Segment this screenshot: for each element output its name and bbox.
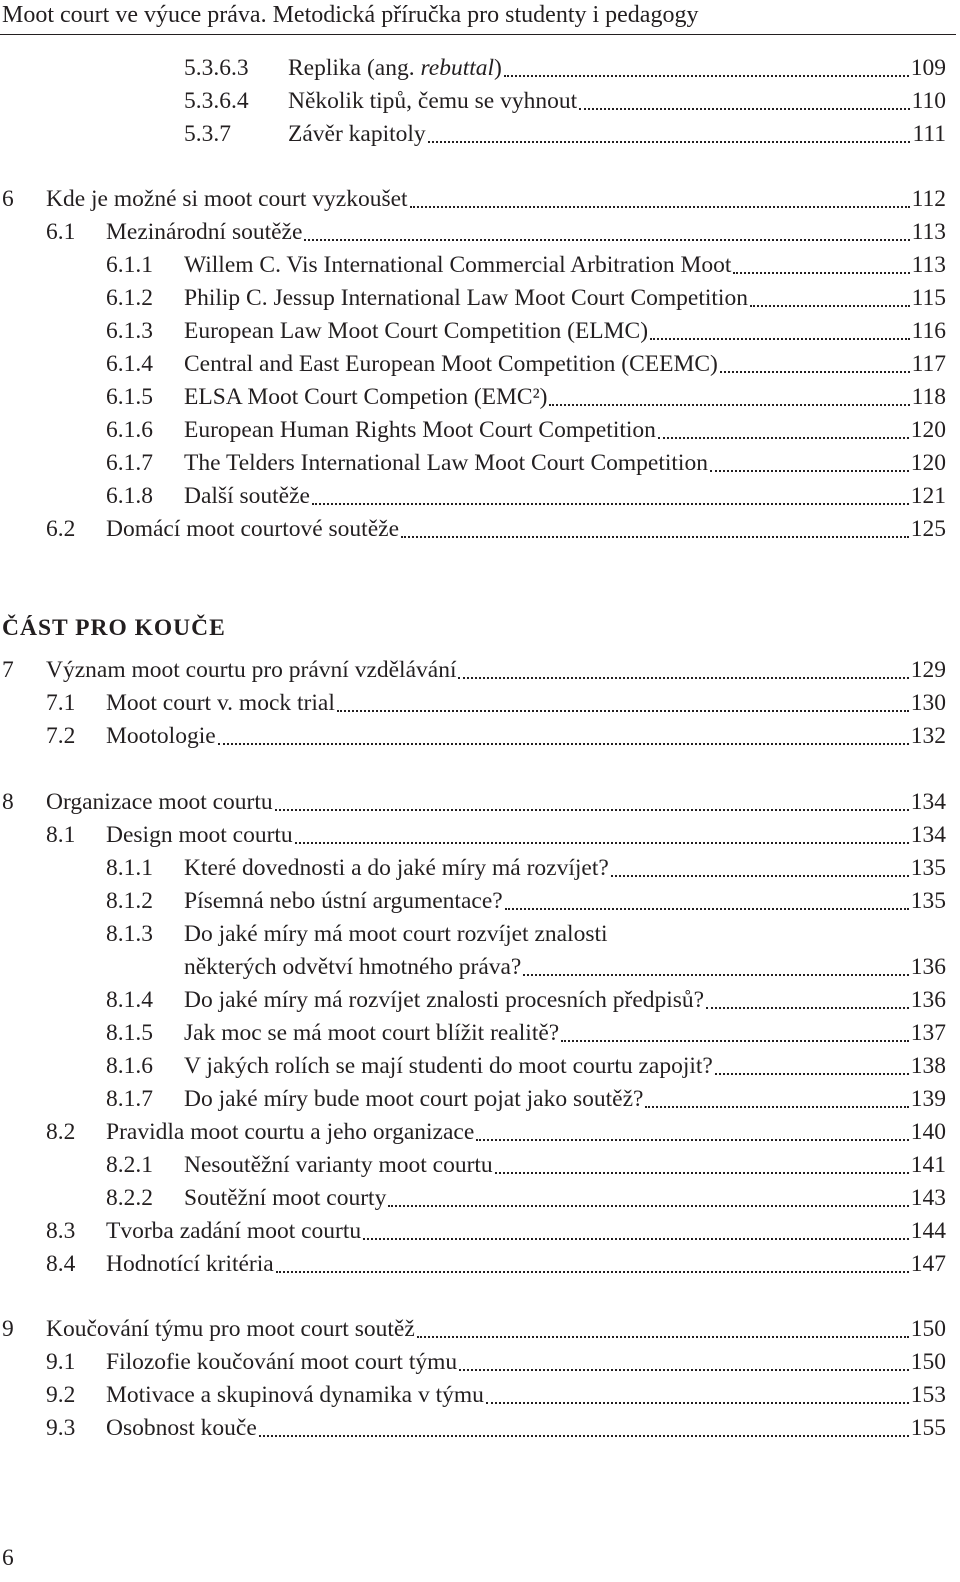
toc-entry[interactable] <box>46 1215 946 1248</box>
toc-entry-title: Kde je možné si moot court vyzkoušet <box>46 186 408 212</box>
toc-leader-dots <box>337 709 909 712</box>
toc-entry-page: 134 <box>910 822 946 848</box>
toc-entry-title: Philip C. Jessup International Law Moot Court Competition <box>184 285 748 311</box>
toc-leader-dots <box>561 1039 909 1042</box>
toc-entry-number: 6.1.6 <box>106 417 153 443</box>
toc-entry-number: 5.3.6.4 <box>184 88 249 114</box>
toc-leader-dots <box>363 1237 909 1240</box>
toc-entry-number: 8.1.6 <box>106 1053 153 1079</box>
toc-entry-title: Závěr kapitoly <box>288 121 426 147</box>
toc-entry-title: Tvorba zadání moot courtu <box>106 1218 362 1244</box>
toc-entry-number: 8.1.1 <box>106 855 153 881</box>
toc-entry-title-continued: některých odvětví hmotného práva? <box>184 954 522 980</box>
toc-entry-title: Pravidla moot courtu a jeho organizace <box>106 1119 475 1145</box>
toc-entry-title: Do jaké míry bude moot court pojat jako soutěž? <box>184 1086 644 1112</box>
toc-entry-title: ELSA Moot Court Competion (EMC²) <box>184 384 548 410</box>
toc-leader-dots <box>295 841 909 844</box>
toc-leader-dots <box>504 74 909 77</box>
toc-entry-page: 150 <box>910 1349 946 1375</box>
toc-leader-dots <box>720 370 910 373</box>
toc-leader-dots <box>275 808 909 811</box>
toc-entry[interactable] <box>106 1050 946 1083</box>
toc-leader-dots <box>645 1105 908 1108</box>
toc-entry[interactable] <box>46 1346 946 1379</box>
toc-entry-page: 140 <box>910 1119 946 1145</box>
toc-entry[interactable] <box>184 52 946 85</box>
toc-leader-dots <box>523 973 908 976</box>
toc-entry-number: 8.1 <box>46 822 76 848</box>
toc-entry-title: Organizace moot courtu <box>46 789 273 815</box>
toc-entry-title: Soutěžní moot courty <box>184 1185 387 1211</box>
toc-entry-number: 8 <box>2 789 14 815</box>
toc-entry[interactable] <box>106 480 946 513</box>
toc-leader-dots <box>304 238 909 241</box>
toc-entry[interactable] <box>46 1412 946 1445</box>
toc-entry-page: 136 <box>910 987 946 1013</box>
toc-entry-number: 6.1.8 <box>106 483 153 509</box>
toc-entry-number: 8.2 <box>46 1119 76 1145</box>
toc-entry-number: 9.1 <box>46 1349 76 1375</box>
toc-entry[interactable] <box>106 1182 946 1215</box>
toc-entry[interactable] <box>46 513 946 546</box>
toc-entry-page: 113 <box>911 252 946 278</box>
toc-entry-number: 7 <box>2 657 14 683</box>
toc-entry-page: 112 <box>911 186 946 212</box>
toc-entry-page: 113 <box>911 219 946 245</box>
toc-entry[interactable] <box>46 687 946 720</box>
toc-entry-number: 8.3 <box>46 1218 76 1244</box>
toc-entry-page: 115 <box>911 285 946 311</box>
toc-entry-number: 6.1.2 <box>106 285 153 311</box>
toc-entry-title: Willem C. Vis International Commercial Arbitration Moot <box>184 252 732 278</box>
toc-entry[interactable] <box>106 984 946 1017</box>
toc-leader-dots <box>312 502 909 505</box>
toc-entry-number: 6.1.4 <box>106 351 153 377</box>
toc-entry-title: The Telders International Law Moot Court Competition <box>184 450 708 476</box>
toc-entry-title: Do jaké míry má moot court rozvíjet znalosti <box>184 921 608 947</box>
toc-entry[interactable] <box>2 183 946 216</box>
toc-leader-dots <box>611 874 909 877</box>
toc-entry-title: Význam moot courtu pro právní vzdělávání <box>46 657 457 683</box>
toc-entry-title: Nesoutěžní varianty moot courtu <box>184 1152 493 1178</box>
toc-leader-dots <box>495 1171 909 1174</box>
toc-entry-title: Moot court v. mock trial <box>106 690 335 716</box>
toc-entry-number: 7.1 <box>46 690 76 716</box>
toc-entry[interactable] <box>106 315 946 348</box>
toc-entry-page: 125 <box>910 516 946 542</box>
toc-entry-title: Další soutěže <box>184 483 310 509</box>
toc-entry-page: 118 <box>911 384 946 410</box>
toc-entry-page: 155 <box>910 1415 946 1441</box>
toc-leader-dots <box>549 403 909 406</box>
toc-entry[interactable] <box>184 85 946 118</box>
toc-entry-number: 8.1.5 <box>106 1020 153 1046</box>
toc-entry-page: 135 <box>910 855 946 881</box>
toc-entry-title: Central and East European Moot Competition (CEEMC) <box>184 351 718 377</box>
toc-leader-dots <box>750 304 910 307</box>
toc-entry-page: 109 <box>910 55 946 81</box>
toc-leader-dots <box>715 1072 909 1075</box>
toc-entry-page: 141 <box>910 1152 946 1178</box>
toc-entry-page: 134 <box>910 789 946 815</box>
toc-leader-dots <box>579 107 909 110</box>
toc-entry-title: Do jaké míry má rozvíjet znalosti procesních předpisů? <box>184 987 705 1013</box>
toc-entry[interactable] <box>106 1149 946 1182</box>
toc-entry-page: 143 <box>910 1185 946 1211</box>
toc-entry-title: Jak moc se má moot court blížit realitě? <box>184 1020 560 1046</box>
toc-entry-title: Koučování týmu pro moot court soutěž <box>46 1316 415 1342</box>
toc-entry[interactable] <box>106 1083 946 1116</box>
toc-entry[interactable] <box>106 381 946 414</box>
toc-leader-dots <box>417 1335 909 1338</box>
toc-entry-page: 150 <box>910 1316 946 1342</box>
toc-entry-page: 147 <box>910 1251 946 1277</box>
toc-leader-dots <box>650 337 910 340</box>
toc-entry-number: 9.3 <box>46 1415 76 1441</box>
toc-leader-dots <box>428 140 911 143</box>
toc-entry-number: 6.1.1 <box>106 252 153 278</box>
toc-leader-dots <box>733 271 909 274</box>
toc-leader-dots <box>259 1434 909 1437</box>
toc-entry-page: 110 <box>911 88 946 114</box>
toc-entry[interactable] <box>184 118 946 151</box>
toc-leader-dots <box>276 1270 909 1273</box>
toc-leader-dots <box>218 742 909 745</box>
toc-leader-dots <box>401 535 909 538</box>
toc-entry[interactable] <box>106 951 946 984</box>
toc-entry-number: 6.2 <box>46 516 76 542</box>
toc-entry[interactable] <box>46 819 946 852</box>
toc-entry-title: Filozofie koučování moot court týmu <box>106 1349 458 1375</box>
toc-entry[interactable] <box>2 1313 946 1346</box>
toc-leader-dots <box>486 1401 909 1404</box>
toc-leader-dots <box>658 436 909 439</box>
toc-entry[interactable] <box>46 720 946 753</box>
toc-entry-number: 8.4 <box>46 1251 76 1277</box>
toc-entry[interactable] <box>106 852 946 885</box>
toc-entry-title: European Human Rights Moot Court Competition <box>184 417 656 443</box>
toc-entry-title: Osobnost kouče <box>106 1415 257 1441</box>
toc-entry-page: 136 <box>910 954 946 980</box>
toc-leader-dots <box>458 676 908 679</box>
toc-entry[interactable] <box>106 447 946 480</box>
toc-entry-page: 116 <box>911 318 946 344</box>
toc-entry-page: 117 <box>911 351 946 377</box>
toc-entry-page: 132 <box>910 723 946 749</box>
toc-entry[interactable] <box>106 348 946 381</box>
toc-leader-dots <box>505 907 909 910</box>
toc-entry-page: 153 <box>910 1382 946 1408</box>
toc-entry-title: Mootologie <box>106 723 216 749</box>
toc-entry-page: 120 <box>910 417 946 443</box>
toc-entry-title: V jakých rolích se mají studenti do moot courtu zapojit? <box>184 1053 713 1079</box>
toc-entry-title: Písemná nebo ústní argumentace? <box>184 888 503 914</box>
toc-leader-dots <box>388 1204 908 1207</box>
toc-entry-title: European Law Moot Court Competition (ELMC) <box>184 318 649 344</box>
toc-entry-title: Které dovednosti a do jaké míry má rozvíjet? <box>184 855 609 881</box>
toc-entry-page: 111 <box>912 121 946 147</box>
toc-entry-number: 6 <box>2 186 14 212</box>
toc-entry[interactable] <box>46 1379 946 1412</box>
toc-entry-number: 8.1.3 <box>106 921 153 947</box>
toc-leader-dots <box>410 205 910 208</box>
toc-entry[interactable] <box>106 885 946 918</box>
running-header-title: Moot court ve výuce práva. Metodická příručka pro studenty i pedagogy <box>2 2 699 28</box>
section-heading: ČÁST PRO KOUČE <box>2 615 226 641</box>
toc-entry-number: 6.1.7 <box>106 450 153 476</box>
toc-entry-page: 121 <box>910 483 946 509</box>
toc-entry-number: 7.2 <box>46 723 76 749</box>
toc-entry[interactable] <box>106 414 946 447</box>
toc-entry-number: 9 <box>2 1316 14 1342</box>
toc-entry-number: 8.1.7 <box>106 1086 153 1112</box>
toc-entry-number: 5.3.7 <box>184 121 231 147</box>
toc-entry[interactable] <box>106 249 946 282</box>
toc-entry-page: 135 <box>910 888 946 914</box>
toc-entry-page: 144 <box>910 1218 946 1244</box>
toc-entry-page: 120 <box>910 450 946 476</box>
toc-entry-number: 5.3.6.3 <box>184 55 249 81</box>
toc-entry[interactable] <box>46 1116 946 1149</box>
toc-entry-page: 130 <box>910 690 946 716</box>
toc-entry-title: Motivace a skupinová dynamika v týmu <box>106 1382 484 1408</box>
toc-entry-number: 6.1.5 <box>106 384 153 410</box>
toc-entry-number: 9.2 <box>46 1382 76 1408</box>
toc-leader-dots <box>476 1138 908 1141</box>
toc-entry-number: 6.1 <box>46 219 76 245</box>
toc-leader-dots <box>710 469 909 472</box>
toc-entry-title: Domácí moot courtové soutěže <box>106 516 400 542</box>
toc-entry-page: 138 <box>910 1053 946 1079</box>
toc-leader-dots <box>706 1006 909 1009</box>
toc-entry-number: 6.1.3 <box>106 318 153 344</box>
toc-entry-title: Mezinárodní soutěže <box>106 219 303 245</box>
toc-entry-title: Několik tipů, čemu se vyhnout <box>288 88 578 114</box>
toc-entry-number: 8.1.2 <box>106 888 153 914</box>
toc-entry <box>106 918 946 951</box>
toc-entry[interactable] <box>2 654 946 687</box>
toc-entry-number: 8.2.2 <box>106 1185 153 1211</box>
toc-entry[interactable] <box>46 216 946 249</box>
toc-entry-page: 137 <box>910 1020 946 1046</box>
toc-entry-number: 8.1.4 <box>106 987 153 1013</box>
toc-entry-title: Hodnotící kritéria <box>106 1251 274 1277</box>
toc-entry[interactable] <box>46 1248 946 1281</box>
toc-entry[interactable] <box>106 282 946 315</box>
page-number: 6 <box>2 1545 14 1571</box>
toc-entry-page: 129 <box>910 657 946 683</box>
toc-entry-title: Replika (ang. rebuttal) <box>288 55 502 81</box>
toc-entry-title: Design moot courtu <box>106 822 293 848</box>
toc-entry[interactable] <box>2 786 946 819</box>
toc-entry[interactable] <box>106 1017 946 1050</box>
toc-entry-number: 8.2.1 <box>106 1152 153 1178</box>
toc-entry-page: 139 <box>910 1086 946 1112</box>
toc-leader-dots <box>459 1368 909 1371</box>
